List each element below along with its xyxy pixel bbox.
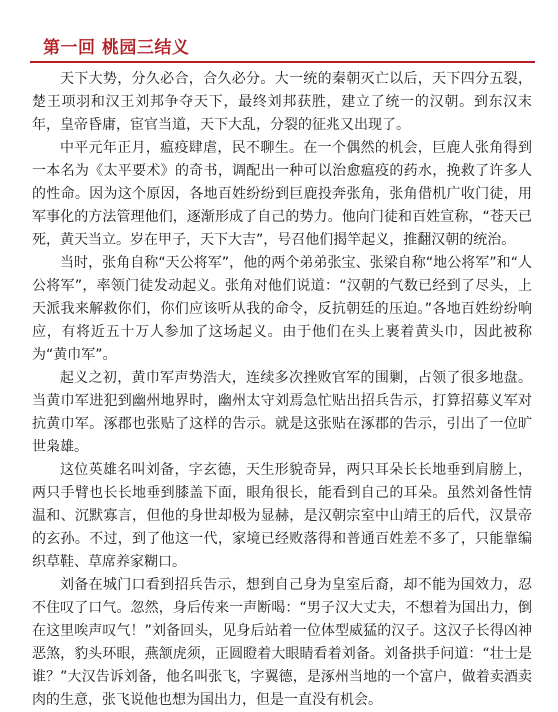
chapter-title: 第一回 桃园三结义 [43, 38, 190, 58]
paragraph: 天下大势，分久必合，合久必分。大一统的秦朝灭亡以后，天下四分五裂，楚王项羽和汉王刘邦争夺天下，最终刘邦获胜，建立了统一的汉朝。到东汉末年，皇帝昏庸，宦官当道，天下大乱，分裂的征兆又出现了。 [32, 71, 532, 133]
paragraph: 刘备在城门口看到招兵告示，想到自己身为皇室后裔，却不能为国效力，忍不住叹了口气。忽然，身后传来一声断喝：“男子汉大丈夫，不想着为国出力，倒在这里唉声叹气！”刘备回头，见身后站着一位体型威猛的汉子。这汉子长得凶神恶煞，豹头环眼，燕颔虎须，正圆瞪着大眼睛看着刘备。刘备拱手问道：“壮士是谁？”大汉告诉刘备，他名叫张飞，字翼德，是涿州当地的一个富户，做着卖酒卖肉的生意，张飞说他也想为国出力，但是一直没有机会。 [32, 577, 532, 708]
paragraph: 起义之初，黄巾军声势浩大，连续多次挫败官军的围剿，占领了很多地盘。当黄巾军进犯到幽州地界时，幽州太守刘焉急忙贴出招兵告示，打算招募义军对抗黄巾军。涿郡也张贴了这样的告示。就是这张贴在涿郡的告示，引出了一位旷世枭雄。 [32, 370, 532, 455]
paragraph: 当时，张角自称“天公将军”，他的两个弟弟张宝、张梁自称“地公将军”和“人公将军”，率领门徒发动起义。张角对他们说道：“汉朝的气数已经到了尽头，上天派我来解救你们，你们应该听从我的命令，反抗朝廷的压迫。”各地百姓纷纷响应，有将近五十万人参加了这场起义。由于他们在头上裹着黄头巾，因此被称为“黄巾军”。 [32, 255, 532, 363]
title-divider [30, 61, 535, 63]
chapter-body [32, 68, 532, 712]
paragraph: 这位英雄名叫刘备，字玄德，天生形貌奇异，两只耳朵长长地垂到肩膀上，两只手臂也长长地垂到膝盖下面，眼角很长，能看到自己的耳朵。虽然刘备性情温和、沉默寡言，但他的身世却极为显赫，是汉朝宗室中山靖王的后代，汉景帝的玄孙。不过，到了他这一代，家境已经败落得和普通百姓差不多了，只能靠编织草鞋、草席养家糊口。 [32, 462, 532, 570]
paragraph: 中平元年正月，瘟疫肆虐，民不聊生。在一个偶然的机会，巨鹿人张角得到一本名为《太平要术》的奇书，调配出一种可以治愈瘟疫的药水，挽救了许多人的性命。因为这个原因，各地百姓纷纷到巨鹿投奔张角，张角借机广收门徒，用军事化的方法管理他们，逐渐形成了自己的势力。他向门徒和百姓宣称，“苍天已死，黄天当立。岁在甲子，天下大吉”，号召他们揭竿起义，推翻汉朝的统治。 [32, 140, 532, 248]
